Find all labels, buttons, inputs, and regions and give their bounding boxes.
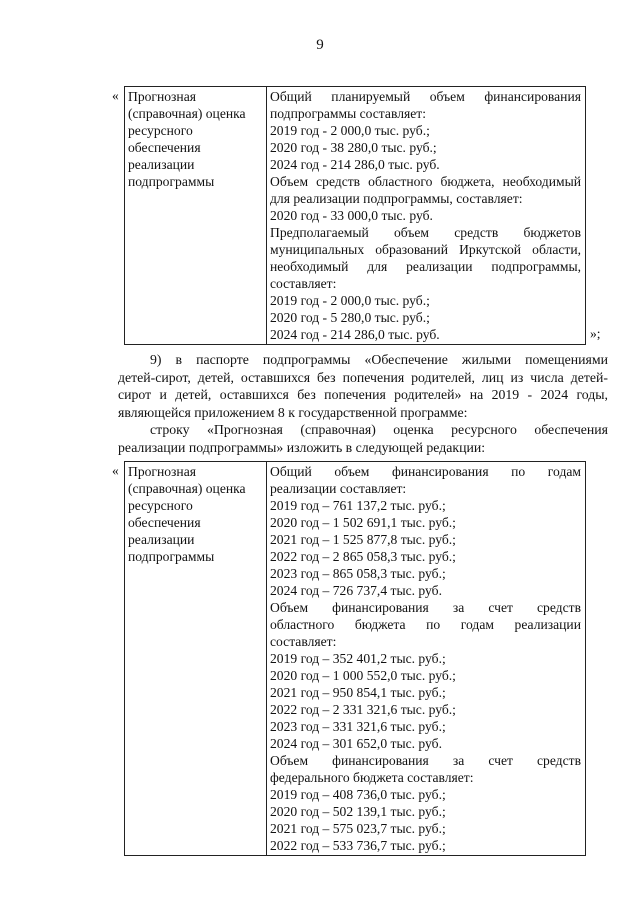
- table2-right-line: 2021 год – 575 023,7 тыс. руб.;: [270, 821, 446, 836]
- table2-right-line: 2020 год – 1 000 552,0 тыс. руб.;: [270, 668, 456, 683]
- table2-right-line: 2019 год – 352 401,2 тыс. руб.;: [270, 651, 446, 666]
- table1-right-line: Общий планируемый объем финансирования: [270, 89, 581, 104]
- paragraph-item-9-line: детей-сирот, детей, оставшихся без попечения родителей, лиц из числа детей-: [118, 369, 608, 385]
- table2-right-line: реализации составляет:: [270, 481, 407, 496]
- table1-left-line: Прогнозная: [128, 89, 196, 104]
- table2-right-line: составляет:: [270, 634, 337, 649]
- table2-right-line: 2021 год – 1 525 877,8 тыс. руб.;: [270, 532, 456, 547]
- paragraph-replace-row-line: реализации подпрограммы» изложить в следующей редакции:: [118, 439, 486, 455]
- paragraph-item-9: [118, 351, 608, 421]
- table2-right-cell: [267, 462, 586, 856]
- table1-right-line: составляет:: [270, 276, 337, 291]
- table2-left-line: Прогнозная: [128, 464, 196, 479]
- table2-right-line: 2023 год – 331 321,6 тыс. руб.;: [270, 719, 446, 734]
- page-number: 9: [316, 37, 324, 53]
- open-quote-1: «: [112, 88, 119, 103]
- table2-right-line: 2022 год – 2 865 058,3 тыс. руб.;: [270, 549, 456, 564]
- table1-right-line: муниципальных образований Иркутской области,: [270, 242, 581, 257]
- table2-right-line: 2020 год – 502 139,1 тыс. руб.;: [270, 804, 446, 819]
- table1-left-line: ресурсного: [128, 123, 193, 138]
- table2-right-line: 2019 год – 408 736,0 тыс. руб.;: [270, 787, 446, 802]
- table2-right-line: 2019 год – 761 137,2 тыс. руб.;: [270, 498, 446, 513]
- table2-left-line: ресурсного: [128, 498, 193, 513]
- table1-right-cell: [267, 87, 586, 345]
- table2-right-line: Общий объем финансирования по годам: [270, 464, 581, 479]
- table1-right-line: 2020 год - 38 280,0 тыс. руб.;: [270, 140, 437, 155]
- table1-right-line: для реализации подпрограммы, составляет:: [270, 191, 523, 206]
- table2-left-line: обеспечения: [128, 515, 201, 530]
- table-resource-assessment-1: [124, 86, 586, 345]
- table1-right-line: Предполагаемый объем средств бюджетов: [270, 225, 581, 240]
- table-resource-assessment-2: [124, 461, 586, 856]
- table1-right-line: подпрограммы составляет:: [270, 106, 426, 121]
- table2-right-line: областного бюджета по годам реализации: [270, 617, 581, 632]
- table1-left-line: (справочная) оценка: [128, 106, 246, 121]
- table1-left-line: реализации: [128, 157, 195, 172]
- table2-left-cell: [125, 462, 267, 856]
- table2-right-line: 2022 год – 533 736,7 тыс. руб.;: [270, 838, 446, 853]
- table1-left-line: обеспечения: [128, 140, 201, 155]
- table2-left-line: (справочная) оценка: [128, 481, 246, 496]
- table2-right-line: 2023 год – 865 058,3 тыс. руб.;: [270, 566, 446, 581]
- table1-right-line: 2024 год - 214 286,0 тыс. руб.: [270, 327, 440, 342]
- table1-right-line: 2020 год - 5 280,0 тыс. руб.;: [270, 310, 430, 325]
- table2-right-line: Объем финансирования за счет средств: [270, 600, 581, 615]
- paragraph-item-9-line: являющейся приложением 8 к государственной программе:: [118, 404, 468, 420]
- paragraph-replace-row: [118, 421, 608, 456]
- table1-right-line: 2020 год - 33 000,0 тыс. руб.: [270, 208, 433, 223]
- table2-right-line: 2024 год – 726 737,4 тыс. руб.: [270, 583, 442, 598]
- table1-right-line: 2019 год - 2 000,0 тыс. руб.;: [270, 123, 430, 138]
- table2-right-line: 2022 год – 2 331 321,6 тыс. руб.;: [270, 702, 456, 717]
- table1-right-line: Объем средств областного бюджета, необходимый: [270, 174, 581, 189]
- table2-right-line: 2021 год – 950 854,1 тыс. руб.;: [270, 685, 446, 700]
- table2-left-line: реализации: [128, 532, 195, 547]
- table1-left-line: подпрограммы: [128, 174, 215, 189]
- paragraph-item-9-line: 9) в паспорте подпрограммы «Обеспечение жилыми помещениями: [150, 352, 608, 367]
- table2-right-line: Объем финансирования за счет средств: [270, 753, 581, 768]
- table2-right-line: федерального бюджета составляет:: [270, 770, 474, 785]
- open-quote-2: «: [112, 463, 119, 478]
- table1-left-cell: [125, 87, 267, 345]
- table2-left-line: подпрограммы: [128, 549, 215, 564]
- paragraph-item-9-line: сирот и детей, оставшихся без попечения родителей» на 2019 - 2024 годы,: [118, 387, 608, 402]
- table1-right-line: 2019 год - 2 000,0 тыс. руб.;: [270, 293, 430, 308]
- table2-right-line: 2024 год – 301 652,0 тыс. руб.: [270, 736, 442, 751]
- paragraph-replace-row-line: строку «Прогнозная (справочная) оценка ресурсного обеспечения: [150, 422, 608, 437]
- table2-right-line: 2020 год – 1 502 691,1 тыс. руб.;: [270, 515, 456, 530]
- table1-right-line: 2024 год - 214 286,0 тыс. руб.: [270, 157, 440, 172]
- table1-right-line: необходимый для реализации подпрограммы,: [270, 259, 581, 274]
- close-quote-1: »;: [590, 326, 601, 341]
